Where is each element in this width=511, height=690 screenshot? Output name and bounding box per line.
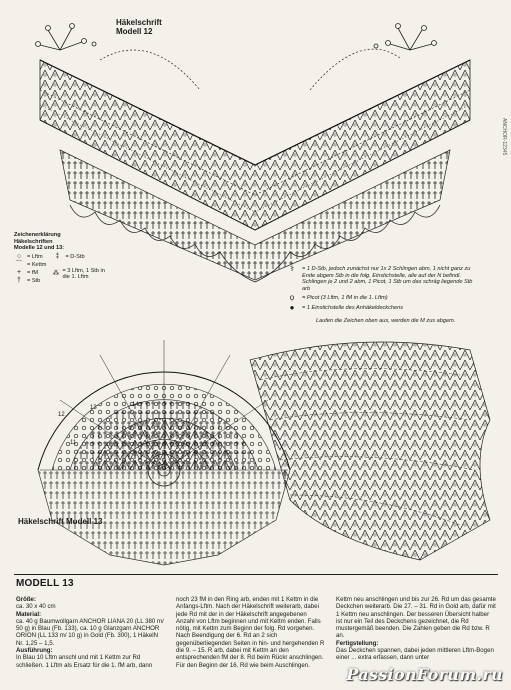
legend-item-picot-chain: ⁂ = 3 Lftm, 1 Stb in die 1. Lftm — [52, 267, 105, 281]
picot-chain-icon: ⁂ — [52, 270, 60, 278]
single-crochet-icon: + — [16, 269, 22, 277]
instructions-column-1: Größe: ca. 30 x 40 cm Material: ca. 40 g Baumwollgarn ANCHOR LIANA 20 (LL 380 m/ 50 g) in Blau (Fb. 133), ca. 10 g Glanzgarn ANCHOR ORION (LL 133 m/ 10 g) in Gold (Fb. 300), 1 HäkelN Nr. 1,25 – 1,5. Ausführung: In Blau 10 Lftm anschl und mit 1 Kettm zur Rd schließen. 1 Lftm als Ersatz für die 1. fM arb, dann — [16, 596, 164, 669]
diagram-12-title: Häkelschrift Modell 12 — [116, 18, 162, 36]
legend-einstich: ● = 1 Einstichstelle des Anhäkeldeckchens — [286, 305, 476, 312]
section-divider — [14, 574, 498, 587]
double-crochet-icon: † — [17, 277, 21, 285]
legend-item-d-stb: ‡ = D-Stb — [52, 254, 106, 262]
stitch-legend: Zeichenerklärung Häkelschriften Modelle 12 und 13: ○ = Lftm ⌒ = Kettm + = fM † = Stb ‡ = D-Stb ⁂ = 3 Lftm, 1 Stb in die 1. Lftm — [14, 232, 105, 285]
diagram-13-caption: Häkelschrift Modell 13 — [18, 517, 103, 526]
flower-motif-right — [374, 24, 437, 51]
picot-icon: ọ — [289, 293, 295, 303]
side-code: ANCHOR-12345 — [501, 118, 507, 156]
insertion-point-icon: ● — [289, 302, 295, 312]
round-label: 13 — [90, 405, 97, 411]
legend-item-kettm: ⌒ = Kettm — [15, 261, 47, 269]
cluster-stitch-icon: ⚕ — [289, 264, 295, 273]
legend-item-stb: † = Stb — [14, 278, 46, 286]
slip-stitch-icon: ⌒ — [15, 261, 23, 269]
diagram-13 — [38, 340, 490, 565]
instructions-column-2: noch 23 fM in den Ring arb, enden mit 1 Kettm in die Anfangs-Lftm. Nach der Häkelschrift weiterarb, dabei jede Rd mit der in der Häkelschrift angegebenen Anzahl von Lftm beginnen und mit Kettm enden. Falls nötig, mit Kettm zum Beginn der folg. Rd vorgehen. Nach Beendigung der 6. Rd an 2 sich gegenüberliegenden Seiten in hin- und hergehenden R die 9. – 15. R arb, dabei mit Kettm an den entsprechenden fM der 8. Rd beim Rückr anschlingen. Für den Beginn der 16. Rd wie beim Auschlingen. — [176, 596, 325, 669]
special-stitch-legend — [286, 266, 476, 324]
round-label: 14 — [132, 402, 139, 408]
legend-item-lftm: ○ = Lftm — [14, 254, 46, 262]
legend-d-stb-cluster: ⚕ = 1 D-Stb, jedoch zunächst nur 1x 2 Schlingen abm, 1 nicht ganz zu Ende abgem Stb in die folg. Einstichstelle, alle auf der N befindl. Schlingen je 2 und 2 abm, 1 Picot, 1 Stb um das schräg liegende Stb arb — [286, 266, 476, 292]
round-label: 12 — [58, 412, 65, 418]
flower-motif-left — [36, 24, 97, 51]
instructions-column-3: Kettm neu anschlingen und bis zur 26. Rd um das gesamte Deckchen weiterarb. Die 27. – 31. Rd in Gold arb, dafür mit 1 Kettm neu anschlingen. Der besseren Übersicht halber ist nur ein Teil des Deckchens gezeichnet, die Rd mustergemäß beenden. Die Zahlen geben die Rd bzw. R an. Fertigstellung: Das Deckchen spannen, dabei jeden mittleren Lftm-Bogen einer ... extra erfassen, dann unter — [336, 596, 496, 662]
legend-item-fm: + = fM — [14, 270, 46, 278]
round-label: 11 — [70, 440, 77, 446]
legend-picot: ọ = Picot (3 Lftm, 1 fM in die 1. Lftm) — [286, 295, 476, 302]
legend-note: Laufen die Zeichen oben aus, werden die M zus abgem. — [316, 317, 456, 324]
watermark-logo: PassionForum.ru — [346, 665, 503, 684]
section-title: MODELL 13 — [16, 578, 74, 589]
treble-crochet-icon: ‡ — [55, 253, 60, 261]
chain-stitch-icon: ○ — [16, 253, 22, 261]
